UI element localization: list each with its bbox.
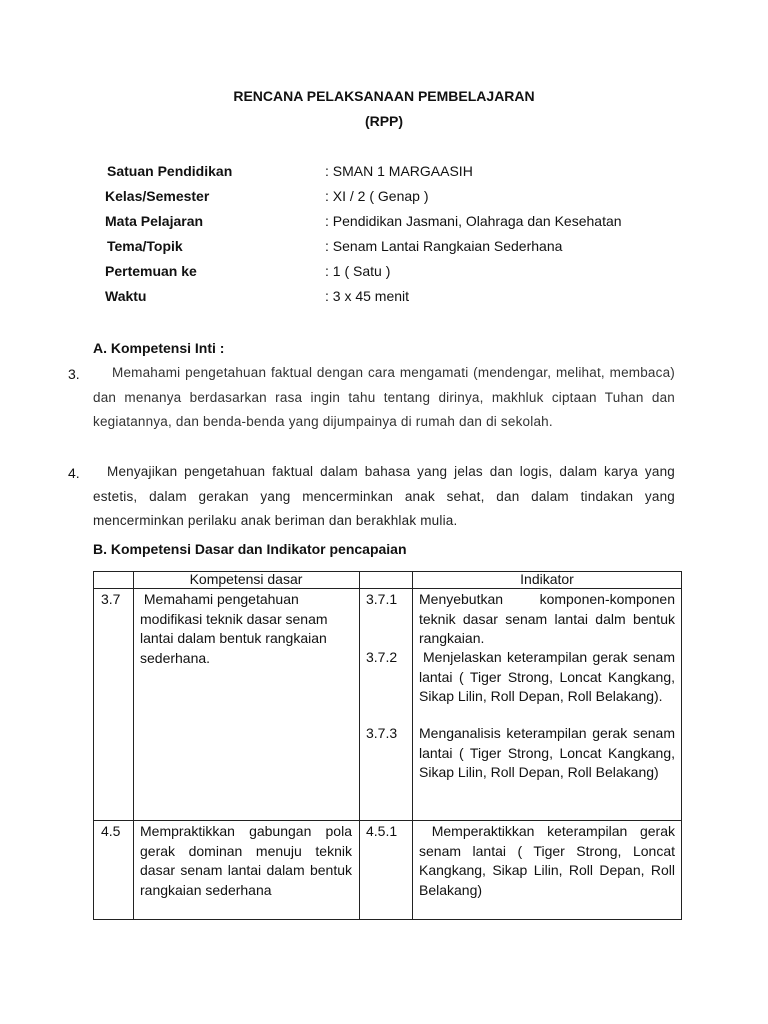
kd-code-4-5: 4.5 [101,823,121,839]
indicator-text-4-5-1: Memperaktikkan keterampilan gerak senam lantai ( Tiger Strong, Loncat Kangkang, Sikap Lilin, Roll Depan, Roll Belakang) [419,823,679,898]
ki-item-text-4: Menyajikan pengetahuan faktual dalam bahasa yang jelas dan logis, dalam karya yang estetis, dalam gerakan yang mencerminkan anak sehat, dan dalam tindakan yang mencerminkan perilaku anak beriman dan berakhlak mulia. [93,464,675,528]
identity-label-waktu: Waktu [105,288,147,304]
indicator-code-3-7-3: 3.7.3 [366,725,398,741]
document-title: RENCANA PELAKSANAAN PEMBELAJARAN [233,88,535,104]
identity-label-tema: Tema/Topik [107,238,183,254]
document-subtitle: (RPP) [364,113,404,129]
indicator-code-3-7-1: 3.7.1 [366,591,398,607]
section-b-heading: B. Kompetensi Dasar dan Indikator pencapaian [93,541,407,557]
kd-code-3-7: 3.7 [101,591,121,607]
table-header-indikator: Indikator [520,571,574,587]
identity-label-pertemuan: Pertemuan ke [105,263,197,279]
identity-value-satuan: : SMAN 1 MARGAASIH [325,163,473,179]
identity-value-kelas: : XI / 2 ( Genap ) [325,188,429,204]
identity-label-kelas: Kelas/Semester [105,188,210,204]
section-a-heading: A. Kompetensi Inti : [93,340,225,356]
indicator-text-3-7-2: Menjelaskan keterampilan gerak senam lantai ( Tiger Strong, Loncat Kangkang, Sikap Lilin, Roll Depan, Roll Belakang). [419,649,675,704]
indicator-code-4-5-1: 4.5.1 [366,823,398,839]
table-header-kompetensi: Kompetensi dasar [189,571,303,587]
ki-item-number-3: 3. [68,366,80,382]
identity-label-satuan: Satuan Pendidikan [107,163,233,179]
kd-text-4-5: Mempraktikkan gabungan pola gerak dominan menuju teknik dasar senam lantai dalam bentuk rangkaian sederhana [140,823,352,898]
ki-item-text-3: Memahami pengetahuan faktual dengan cara mengamati (mendengar, melihat, membaca) dan menanya berdasarkan rasa ingin tahu tentang dirinya, makhluk ciptaan Tuhan dan kegiatannya, dan benda-benda yang dijumpainya di rumah dan di sekolah. [93,365,675,429]
indicator-text-3-7-3: Menganalisis keterampilan gerak senam lantai ( Tiger Strong, Loncat Kangkang, Sikap Lilin, Roll Depan, Roll Belakang) [419,725,675,780]
identity-value-tema: : Senam Lantai Rangkaian Sederhana [325,238,563,254]
identity-value-mapel: : Pendidikan Jasmani, Olahraga dan Kesehatan [325,213,622,229]
kd-text-3-7: Memahami pengetahuan modifikasi teknik dasar senam lantai dalam bentuk rangkaian sederhana. [140,591,332,666]
indicator-code-3-7-2: 3.7.2 [366,649,398,665]
identity-value-waktu: : 3 x 45 menit [325,288,410,304]
ki-item-number-4: 4. [68,465,80,481]
identity-value-pertemuan: : 1 ( Satu ) [325,263,391,279]
identity-label-mapel: Mata Pelajaran [105,213,204,229]
indicator-text-3-7-1: Menyebutkan komponen-komponen teknik dasar senam lantai dalm bentuk rangkaian. [419,591,675,646]
